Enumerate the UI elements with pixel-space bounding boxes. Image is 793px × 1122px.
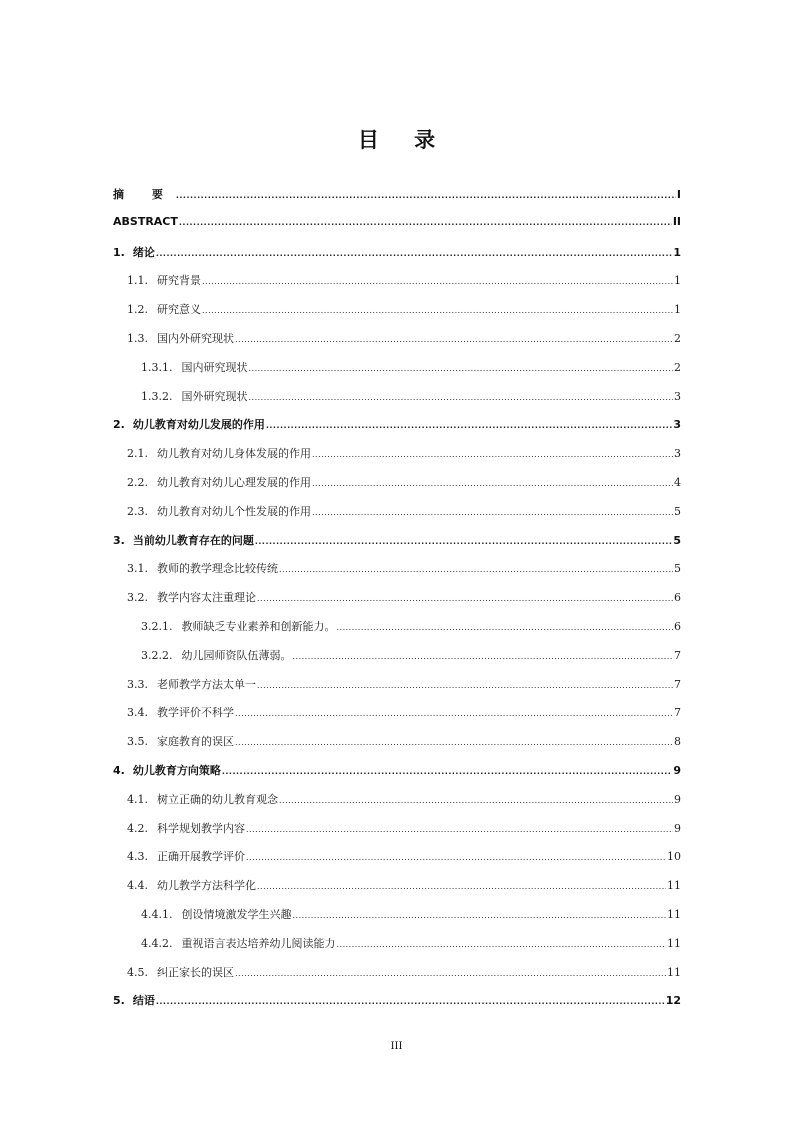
toc-dot-leader	[293, 649, 674, 662]
toc-entry-number: 4.4.	[127, 879, 148, 893]
toc-entry[interactable]	[113, 676, 681, 705]
toc-dot-leader	[293, 908, 667, 921]
page-number: III	[390, 1041, 403, 1052]
toc-entry[interactable]	[113, 359, 681, 388]
toc-entry[interactable]	[113, 964, 681, 993]
toc-entry[interactable]	[113, 301, 681, 330]
toc-entry-label: 家庭教育的误区	[157, 735, 234, 749]
toc-entry-page: 11	[667, 965, 681, 979]
toc-dot-leader	[156, 246, 673, 259]
toc-entry-number: 3.5.	[127, 735, 148, 749]
toc-entry-page: 6	[674, 619, 681, 633]
toc-entry[interactable]	[113, 992, 681, 1021]
toc-entry[interactable]	[113, 906, 681, 935]
toc-dot-leader	[246, 822, 673, 835]
toc-entry[interactable]	[113, 215, 681, 244]
toc-dot-leader	[202, 303, 673, 316]
toc-entry-page: 3	[674, 447, 681, 461]
toc-dot-leader	[257, 678, 673, 691]
toc-dot-leader	[255, 534, 673, 547]
toc-entry[interactable]	[113, 330, 681, 359]
toc-entry-page: 3	[674, 389, 681, 403]
page-title: 目 录	[357, 128, 450, 152]
toc-entry-label: 幼儿教育对幼儿发展的作用	[132, 418, 265, 432]
toc-entry-label: 绪论	[132, 245, 155, 259]
toc-entry-page: 2	[674, 331, 681, 345]
toc-entry-page: 11	[667, 907, 681, 921]
toc-entry[interactable]	[113, 560, 681, 589]
toc-dot-leader	[249, 390, 674, 403]
toc-dot-leader	[257, 879, 666, 892]
toc-entry-page: 2	[674, 360, 681, 374]
toc-entry-number: 1.	[113, 245, 125, 259]
toc-dot-leader	[312, 447, 673, 460]
toc-entry-number: 2.3.	[127, 504, 148, 518]
toc-entry[interactable]	[113, 416, 681, 445]
toc-entry[interactable]	[113, 762, 681, 791]
toc-entry-label: 国内外研究现状	[157, 331, 234, 345]
toc-entry[interactable]	[113, 503, 681, 532]
toc-entry-page: 10	[667, 850, 681, 864]
toc-entry-label: 教师的教学理念比较传统	[157, 562, 278, 576]
toc-entry[interactable]	[113, 272, 681, 301]
toc-entry-page: 7	[674, 648, 681, 662]
toc-entry-number: 3.4.	[127, 706, 148, 720]
toc-entry-number: 4.3.	[127, 850, 148, 864]
toc-entry-page: 9	[673, 763, 681, 777]
toc-entry-label: 幼儿教育方向策略	[132, 763, 221, 777]
toc-dot-leader	[312, 476, 673, 489]
toc-entry-label: 研究背景	[157, 274, 201, 288]
toc-entry-page: 3	[673, 418, 681, 432]
toc-dot-leader	[279, 793, 673, 806]
toc-entry[interactable]	[113, 186, 681, 215]
toc-entry-page: 1	[674, 303, 681, 317]
toc-entry[interactable]	[113, 618, 681, 647]
toc-entry-number: 4.1.	[127, 792, 148, 806]
toc-entry-label: 当前幼儿教育存在的问题	[132, 533, 254, 547]
toc-dot-leader	[235, 706, 673, 719]
toc-entry-number: 2.	[113, 418, 125, 432]
toc-dot-leader	[257, 591, 673, 604]
toc-entry-page: 7	[674, 706, 681, 720]
toc-entry[interactable]	[113, 848, 681, 877]
toc-entry[interactable]	[113, 733, 681, 762]
toc-dot-leader	[246, 850, 666, 863]
toc-entry-number: 3.3.	[127, 677, 148, 691]
toc-entry-page: 9	[674, 792, 681, 806]
toc-entry-label: 国内研究现状	[181, 360, 248, 374]
toc-entry-number: 2.2.	[127, 475, 148, 489]
toc-entry-label: 教师缺乏专业素养和创新能力。	[181, 619, 336, 633]
toc-dot-leader	[235, 735, 673, 748]
toc-entry[interactable]	[113, 647, 681, 676]
toc-entry-number: 1.2.	[127, 303, 148, 317]
toc-entry-label: 幼儿教育对幼儿心理发展的作用	[157, 475, 311, 489]
toc-entry[interactable]	[113, 474, 681, 503]
toc-entry-page: 5	[674, 504, 681, 518]
toc-entry-number: 1.3.	[127, 331, 148, 345]
toc-entry-label: 研究意义	[157, 303, 201, 317]
toc-entry[interactable]	[113, 791, 681, 820]
toc-entry-label: 教学内容太注重理论	[157, 591, 256, 605]
toc-entry-label: 创设情境激发学生兴趣	[181, 907, 292, 921]
toc-entry[interactable]	[113, 877, 681, 906]
toc-entry-number: 3.2.	[127, 591, 148, 605]
toc-entry-page: 8	[674, 735, 681, 749]
toc-dot-leader	[337, 937, 667, 950]
toc-entry[interactable]	[113, 589, 681, 618]
toc-entry-number: 1.3.2.	[141, 389, 173, 403]
toc-entry-number: 2.1.	[127, 447, 148, 461]
toc-dot-leader	[235, 966, 666, 979]
toc-entry[interactable]	[113, 532, 681, 561]
toc-entry-page: I	[676, 188, 681, 201]
toc-entry-label: 幼儿教育对幼儿个性发展的作用	[157, 504, 311, 518]
toc-dot-leader	[176, 188, 676, 201]
toc-dot-leader	[312, 505, 673, 518]
toc-entry-page: 11	[667, 879, 681, 893]
toc-entry-page: 4	[674, 475, 681, 489]
toc-entry-page: 1	[674, 274, 681, 288]
toc-entry-label: 结语	[132, 994, 155, 1008]
toc-entry-number: 3.1.	[127, 562, 148, 576]
toc-dot-leader	[202, 274, 673, 287]
toc-dot-leader	[235, 332, 673, 345]
toc-entry-number: 1.3.1.	[141, 360, 173, 374]
toc-entry-number: 5.	[113, 994, 125, 1008]
toc-entry-number: 4.2.	[127, 821, 148, 835]
toc-entry-number: 4.4.2.	[141, 936, 173, 950]
toc-entry-page: 1	[673, 245, 681, 259]
toc-entry-label: 科学规划教学内容	[157, 821, 245, 835]
toc-entry-number: 4.5.	[127, 965, 148, 979]
toc-entry[interactable]	[113, 820, 681, 849]
toc-dot-leader	[156, 994, 665, 1007]
toc-dot-leader	[179, 215, 672, 228]
toc-entry[interactable]	[113, 388, 681, 417]
toc-entry[interactable]	[113, 445, 681, 474]
toc-entry-label: 摘 要	[113, 188, 175, 201]
toc-entry-number: 4.4.1.	[141, 907, 173, 921]
toc-dot-leader	[249, 361, 674, 374]
toc-entry-page: II	[672, 214, 681, 228]
toc-entry-label: 幼儿教育对幼儿身体发展的作用	[157, 447, 311, 461]
toc-entry-label: 纠正家长的误区	[157, 965, 234, 979]
toc-entry-page: 5	[673, 533, 681, 547]
toc-dot-leader	[266, 418, 673, 431]
toc-entry-label: 正确开展教学评价	[157, 850, 245, 864]
toc-entry-label: 老师教学方法太单一	[157, 677, 256, 691]
toc-entry-number: 4.	[113, 763, 125, 777]
toc-entry-label: 教学评价不科学	[157, 706, 234, 720]
toc-dot-leader	[222, 764, 673, 777]
toc-entry-label: ABSTRACT	[113, 214, 178, 228]
toc-entry-label: 幼儿园师资队伍薄弱。	[181, 648, 292, 662]
toc-entry-page: 9	[674, 821, 681, 835]
toc-entry-number: 1.1.	[127, 274, 148, 288]
toc-dot-leader	[279, 562, 673, 575]
toc-entry-page: 12	[665, 994, 681, 1008]
toc-entry[interactable]	[113, 935, 681, 964]
toc-entry-page: 11	[667, 936, 681, 950]
toc-entry-label: 国外研究现状	[181, 389, 248, 403]
toc-entry[interactable]	[113, 244, 681, 273]
toc-entry-page: 5	[674, 562, 681, 576]
toc-entry-number: 3.2.1.	[141, 619, 173, 633]
toc-entry-page: 7	[674, 677, 681, 691]
toc-entry-label: 幼儿教学方法科学化	[157, 879, 256, 893]
toc-entry-label: 树立正确的幼儿教育观念	[157, 792, 278, 806]
toc-dot-leader	[337, 620, 674, 633]
toc-entry[interactable]	[113, 704, 681, 733]
toc-entry-number: 3.2.2.	[141, 648, 173, 662]
toc-entry-number: 3.	[113, 533, 125, 547]
toc-entry-label: 重视语言表达培养幼儿阅读能力	[181, 936, 336, 950]
table-of-contents	[113, 186, 681, 1021]
toc-entry-page: 6	[674, 591, 681, 605]
